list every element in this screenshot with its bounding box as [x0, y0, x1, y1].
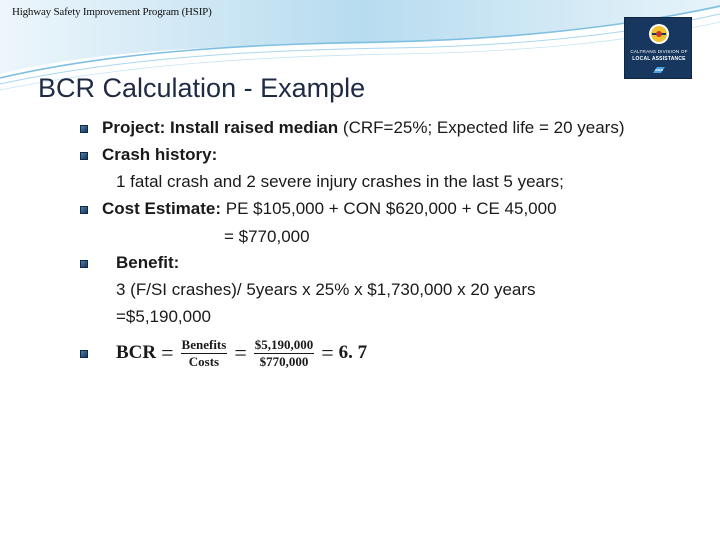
fraction-numerator-benefit-value: $5,190,000: [254, 336, 314, 352]
project-label: Project: Install raised median: [102, 118, 339, 137]
cost-estimate-detail: PE $105,000 + CON $620,000 + CE 45,000: [221, 199, 557, 218]
cost-estimate-total: = $770,000: [224, 227, 310, 246]
slide-title: BCR Calculation - Example: [38, 73, 366, 103]
caltrans-local-assistance-logo: [624, 17, 692, 79]
bcr-label: BCR: [116, 342, 157, 363]
crash-history-label: Crash history:: [102, 145, 218, 164]
bullet-square-icon: [80, 350, 88, 358]
benefit-result: =$5,190,000: [116, 307, 212, 326]
logo-text-local-assistance: LOCAL ASSISTANCE: [632, 56, 686, 62]
cost-estimate-line: [102, 199, 557, 219]
fraction-numerator-benefits: Benefits: [181, 336, 227, 352]
bcr-equation: [116, 333, 367, 373]
cost-estimate-label: Cost Estimate:: [102, 199, 222, 218]
caltrans-emblem-icon: [646, 22, 672, 46]
equals-sign: =: [234, 340, 247, 365]
bullet-square-icon: [80, 206, 88, 214]
bullet-square-icon: [80, 125, 88, 133]
fraction-denominator-costs: Costs: [188, 353, 220, 369]
program-title: Highway Safety Improvement Program (HSIP): [12, 6, 212, 18]
project-line: [102, 118, 625, 138]
bullet-square-icon: [80, 260, 88, 268]
bullet-square-icon: [80, 152, 88, 160]
fraction-denominator-cost-value: $770,000: [259, 353, 309, 369]
caltrans-mark-icon: [652, 66, 666, 74]
crash-history-detail: 1 fatal crash and 2 severe injury crashes in the last 5 years;: [116, 172, 564, 191]
bcr-result: 6. 7: [338, 342, 368, 363]
logo-text-division: CALTRANS DIVISION OF: [630, 49, 688, 54]
benefit-formula: 3 (F/SI crashes)/ 5years x 25% x $1,730,000 x 20 years: [116, 280, 536, 299]
benefits-costs-fraction: [181, 337, 228, 370]
project-detail: (CRF=25%; Expected life = 20 years): [338, 118, 625, 137]
equals-sign: =: [321, 340, 334, 365]
values-fraction: [254, 337, 315, 370]
equals-sign: =: [161, 340, 174, 365]
benefit-label: Benefit:: [116, 253, 180, 272]
